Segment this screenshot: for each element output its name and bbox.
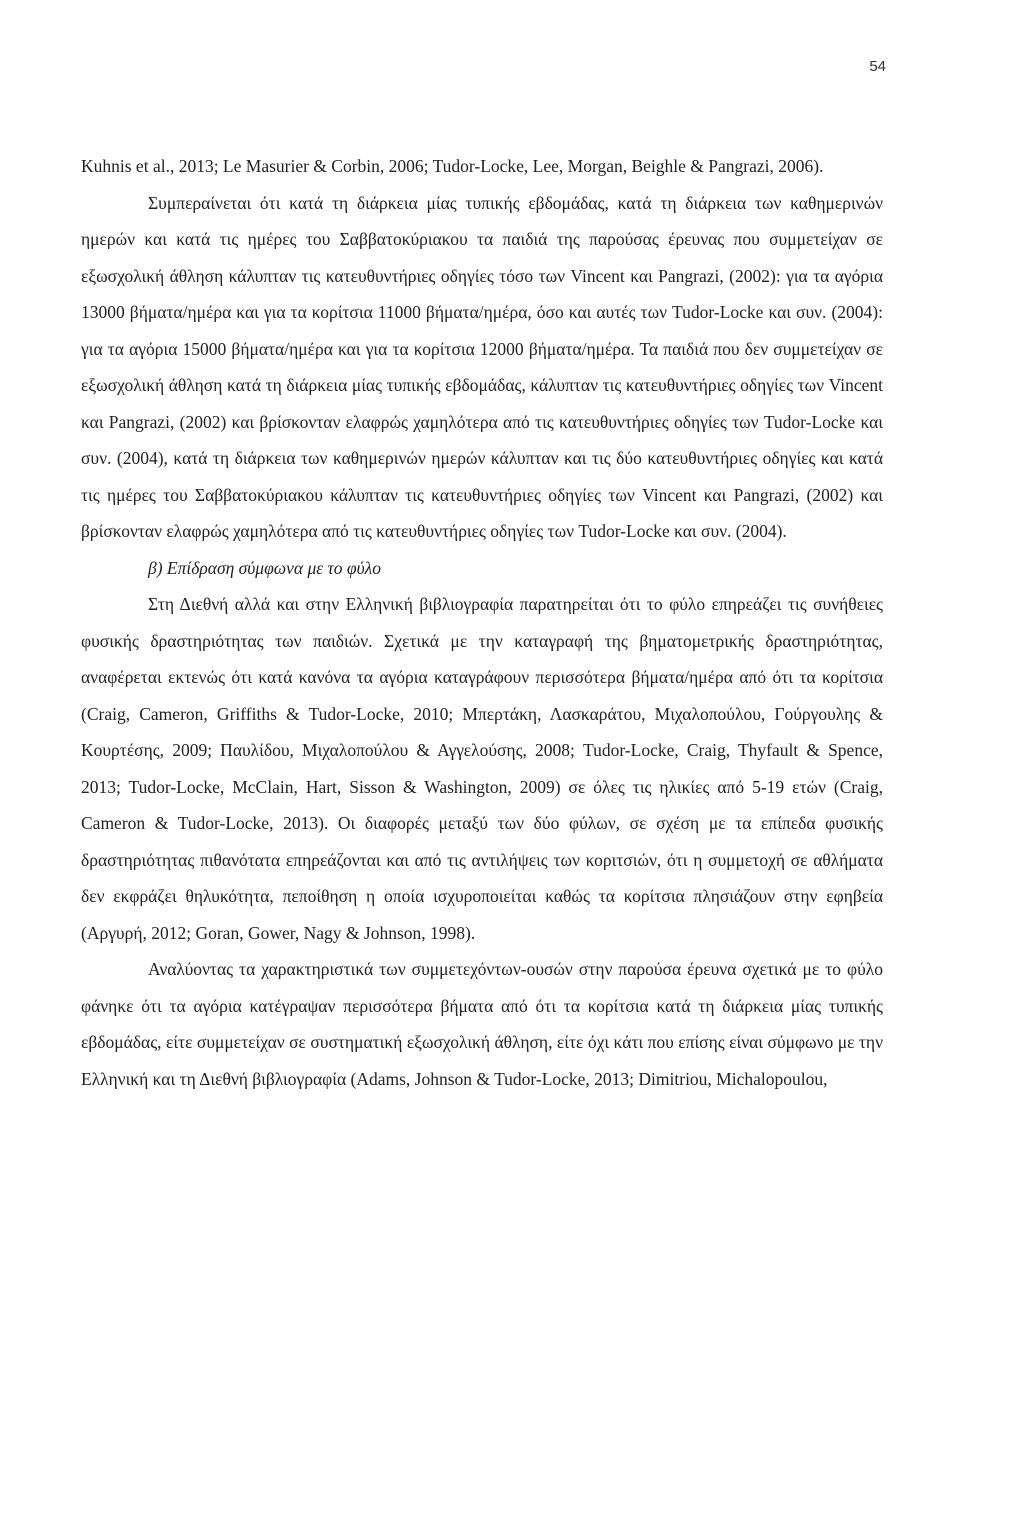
- paragraph-conclusion: Συμπεραίνεται ότι κατά τη διάρκεια μίας τυπικής εβδομάδας, κατά τη διάρκεια των καθημερινών ημερών και κατά τις ημέρες του Σαββατοκύριακου τα παιδιά της παρούσας έρευνας που συμμετείχαν σε εξωσχολική άθληση κάλυπταν τις κατευθυντήριες οδηγίες τόσο των Vincent και Pangrazi, (2002): για τα αγόρια 13000 βήματα/ημέρα και για τα κορίτσια 11000 βήματα/ημέρα, όσο και αυτές των Tudor-Locke και συν. (2004): για τα αγόρια 15000 βήματα/ημέρα και για τα κορίτσια 12000 βήματα/ημέρα. Τα παιδιά που δεν συμμετείχαν σε εξωσχολική άθληση κατά τη διάρκεια μίας τυπικής εβδομάδας, κάλυπταν τις κατευθυντήριες οδηγίες των Vincent και Pangrazi, (2002) και βρίσκονταν ελαφρώς χαμηλότερα από τις κατευθυντήριες οδηγίες των Tudor-Locke και συν. (2004), κατά τη διάρκεια των καθημερινών ημερών κάλυπταν και τις δύο κατευθυντήριες οδηγίες και κατά τις ημέρες του Σαββατοκύριακου κάλυπταν τις κατευθυντήριες οδηγίες των Vincent και Pangrazi, (2002) και βρίσκονταν ελαφρώς χαμηλότερα από τις κατευθυντήριες οδηγίες των Tudor-Locke και συν. (2004).: [81, 192, 883, 541]
- document-body: [81, 148, 883, 1097]
- paragraph-gender-analysis: Αναλύοντας τα χαρακτηριστικά των συμμετεχόντων-ουσών στην παρούσα έρευνα σχετικά με το φύλο φάνηκε ότι τα αγόρια κατέγραψαν περισσότερα βήματα από ότι τα κορίτσια κατά τη διάρκεια μίας τυπικής εβδομάδας, είτε συμμετείχαν σε συστηματική εξωσχολική άθληση, είτε όχι κάτι που επίσης είναι σύμφωνο με την Ελληνική και τη Διεθνή βιβλιογραφία (Adams, Johnson & Tudor-Locke, 2013; Dimitriou, Michalopoulou,: [81, 959, 883, 1089]
- section-subheading: β) Επίδραση σύμφωνα με το φύλο: [148, 557, 381, 578]
- paragraph-gender-literature: Στη Διεθνή αλλά και στην Ελληνική βιβλιογραφία παρατηρείται ότι το φύλο επηρεάζει τις συνήθειες φυσικής δραστηριότητας των παιδιών. Σχετικά με την καταγραφή της βηματομετρικής δραστηριότητας, αναφέρεται εκτενώς ότι κατά κανόνα τα αγόρια καταγράφουν περισσότερα βήματα/ημέρα από ότι τα κορίτσια (Craig, Cameron, Griffiths & Tudor-Locke, 2010; Μπερτάκη, Λασκαράτου, Μιχαλοπούλου, Γούργουλης & Κουρτέσης, 2009; Παυλίδου, Μιχαλοπούλου & Αγγελούσης, 2008; Tudor-Locke, Craig, Thyfault & Spence, 2013; Tudor-Locke, McClain, Hart, Sisson & Washington, 2009) σε όλες τις ηλικίες από 5-19 ετών (Craig, Cameron & Tudor-Locke, 2013). Οι διαφορές μεταξύ των δύο φύλων, σε σχέση με τα επίπεδα φυσικής δραστηριότητας πιθανότατα επηρεάζονται και από τις αντιλήψεις των κοριτσιών, ότι η συμμετοχή σε αθλήματα δεν εκφράζει θηλυκότητα, πεποίθηση η οποία ισχυροποιείται καθώς τα κορίτσια πλησιάζουν στην εφηβεία (Αργυρή, 2012; Goran, Gower, Nagy & Johnson, 1998).: [81, 594, 883, 943]
- page-number: 54: [869, 58, 886, 75]
- paragraph-citation-continuation: Kuhnis et al., 2013; Le Masurier & Corbin, 2006; Tudor-Locke, Lee, Morgan, Beighle & Pangrazi, 2006).: [81, 156, 824, 176]
